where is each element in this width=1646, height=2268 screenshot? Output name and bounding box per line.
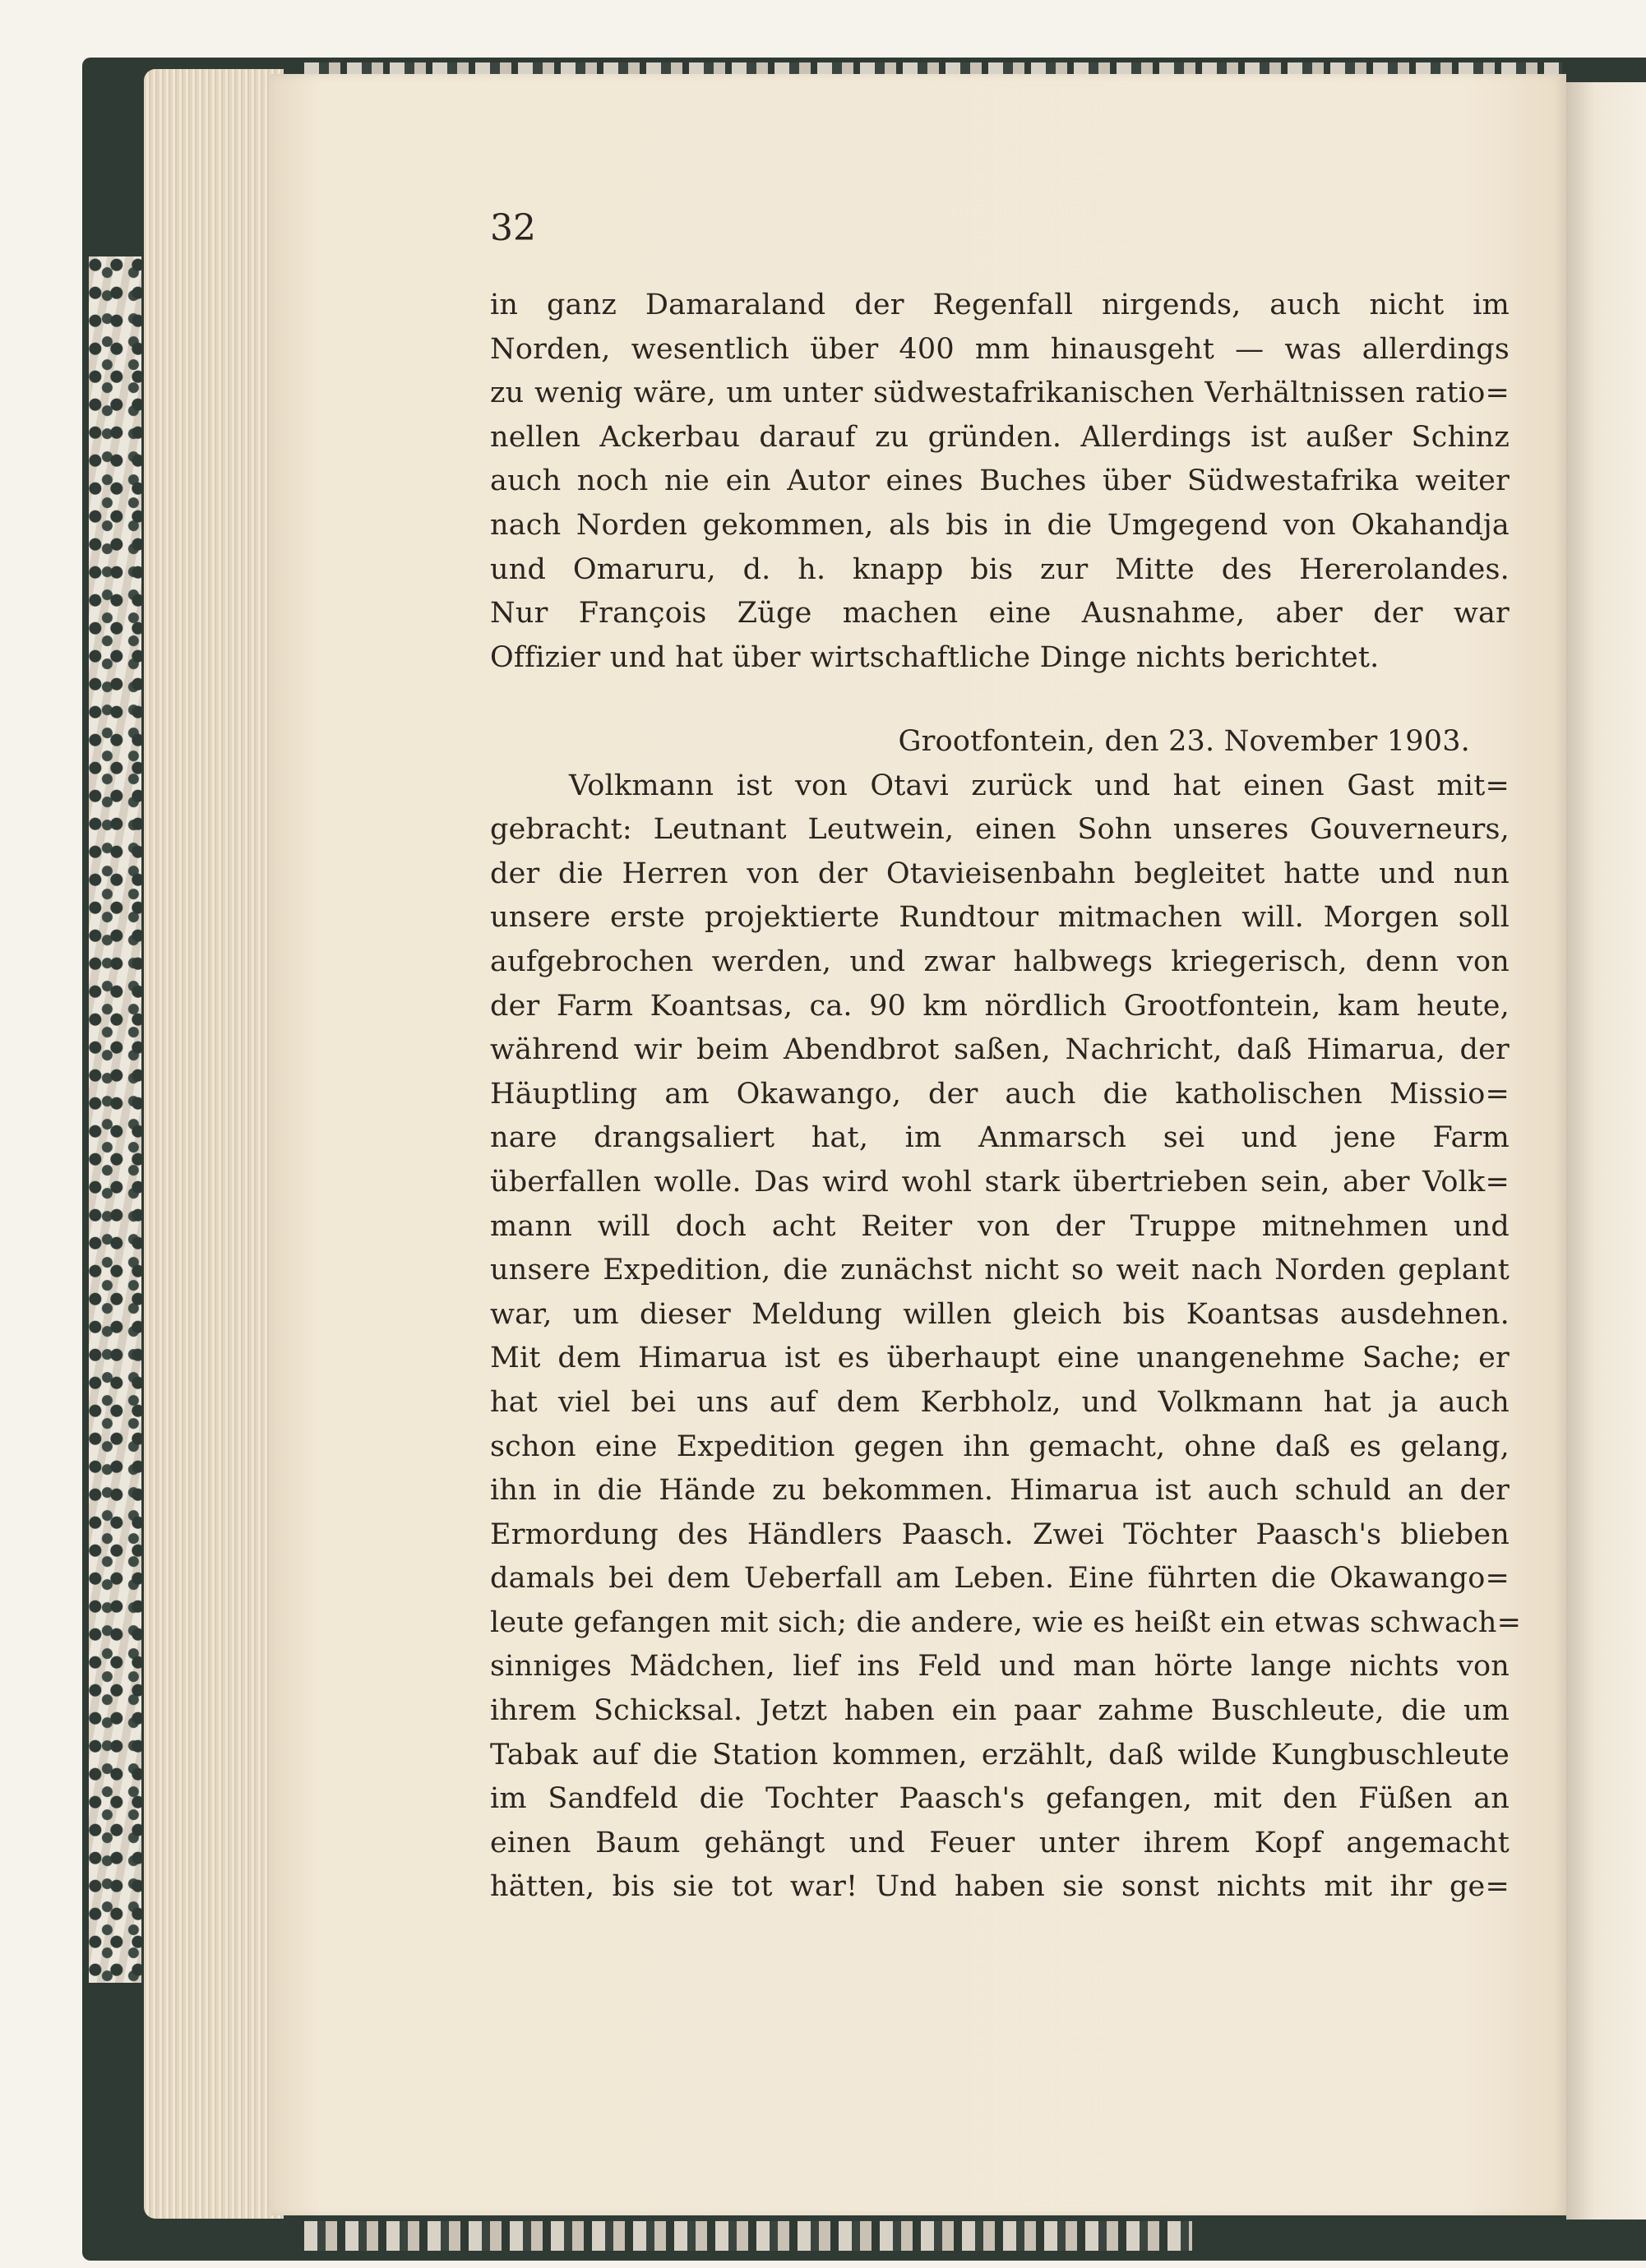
page-stack-edges (144, 69, 284, 2219)
paragraph-continuation (490, 284, 1510, 680)
diary-entry (490, 720, 1522, 1910)
text-line: schon eine Expedition gegen ihn gemacht, ohne daß es gelang, (490, 1430, 1510, 1463)
text-line: ihn in die Hände zu bekommen. Himarua ist auch schuld an der (490, 1474, 1510, 1508)
text-line: Ermordung des Händlers Paasch. Zwei Töchter Paasch's blieben (490, 1517, 1510, 1551)
text-line: einen Baum gehängt und Feuer unter ihrem Kopf angemacht (490, 1826, 1510, 1859)
text-line: hat viel bei uns auf dem Kerbholz, und Volkmann hat ja auch (490, 1385, 1510, 1419)
text-line: und Omaruru, d. h. knapp bis zur Mitte des Hererolandes. (490, 552, 1510, 586)
dateline: Grootfontein, den 23. November 1903. (898, 725, 1470, 758)
text-line: Offizier und hat über wirtschaftliche Dinge nichts berichtet. (490, 640, 1380, 674)
text-line: auch noch nie ein Autor eines Buches über Südwestafrika weiter (490, 464, 1510, 498)
text-line: der die Herren von der Otavieisenbahn begleitet hatte und nun (490, 857, 1510, 890)
text-line: überfallen wolle. Das wird wohl stark übertrieben sein, aber Volk= (490, 1165, 1510, 1199)
text-line: unsere erste projektierte Rundtour mitmachen will. Morgen soll (490, 901, 1510, 935)
text-line: nach Norden gekommen, als bis in die Umgegend von Okahandja (490, 508, 1510, 542)
text-line: Norden, wesentlich über 400 mm hinausgeht — was allerdings (490, 332, 1510, 366)
facing-page-edge (1566, 82, 1646, 2219)
text-line: Nur François Züge machen eine Ausnahme, aber der war (490, 597, 1510, 631)
text-line: damals bei dem Ueberfall am Leben. Eine führten die Okawango= (490, 1562, 1510, 1596)
text-line: leute gefangen mit sich; die andere, wie es heißt ein etwas schwach= (490, 1605, 1522, 1639)
text-line: der Farm Koantsas, ca. 90 km nördlich Grootfontein, kam heute, (490, 989, 1510, 1023)
page-number: 32 (490, 207, 536, 249)
text-line: gebracht: Leutnant Leutwein, einen Sohn unseres Gouverneurs, (490, 813, 1510, 847)
text-line: während wir beim Abendbrot saßen, Nachricht, daß Himarua, der (490, 1033, 1510, 1067)
text-line: Mit dem Himarua ist es überhaupt eine unangenehme Sache; er (490, 1342, 1510, 1375)
text-line: im Sandfeld die Tochter Paasch's gefangen, mit den Füßen an (490, 1782, 1510, 1816)
text-line: nellen Ackerbau darauf zu gründen. Allerdings ist außer Schinz (490, 420, 1510, 454)
text-line: Tabak auf die Station kommen, erzählt, daß wilde Kungbuschleute (490, 1738, 1510, 1771)
text-line: Häuptling am Okawango, der auch die katholischen Missio= (490, 1077, 1510, 1111)
text-line: war, um dieser Meldung willen gleich bis Koantsas ausdehnen. (490, 1297, 1510, 1331)
cover-edge-bottom (304, 2221, 1192, 2251)
marbled-endpaper (89, 256, 141, 1983)
text-line: in ganz Damaraland der Regenfall nirgends, auch nicht im (490, 289, 1510, 321)
text-line: sinniges Mädchen, lief ins Feld und man hörte lange nichts von (490, 1650, 1510, 1684)
text-line: hätten, bis sie tot war! Und haben sie sonst nichts mit ihr ge= (490, 1870, 1510, 1904)
text-line: nare drangsaliert hat, im Anmarsch sei und jene Farm (490, 1121, 1510, 1155)
text-line: zu wenig wäre, um unter südwestafrikanischen Verhältnissen ratio= (490, 376, 1510, 410)
text-line: mann will doch acht Reiter von der Truppe mitnehmen und (490, 1209, 1510, 1243)
text-line: aufgebrochen werden, und zwar halbwegs kriegerisch, denn von (490, 945, 1510, 978)
text-line: Volkmann ist von Otavi zurück und hat einen Gast mit= (569, 769, 1510, 802)
text-line: unsere Expedition, die zunächst nicht so weit nach Norden geplant (490, 1254, 1510, 1287)
text-line: ihrem Schicksal. Jetzt haben ein paar zahme Buschleute, die um (490, 1694, 1510, 1728)
